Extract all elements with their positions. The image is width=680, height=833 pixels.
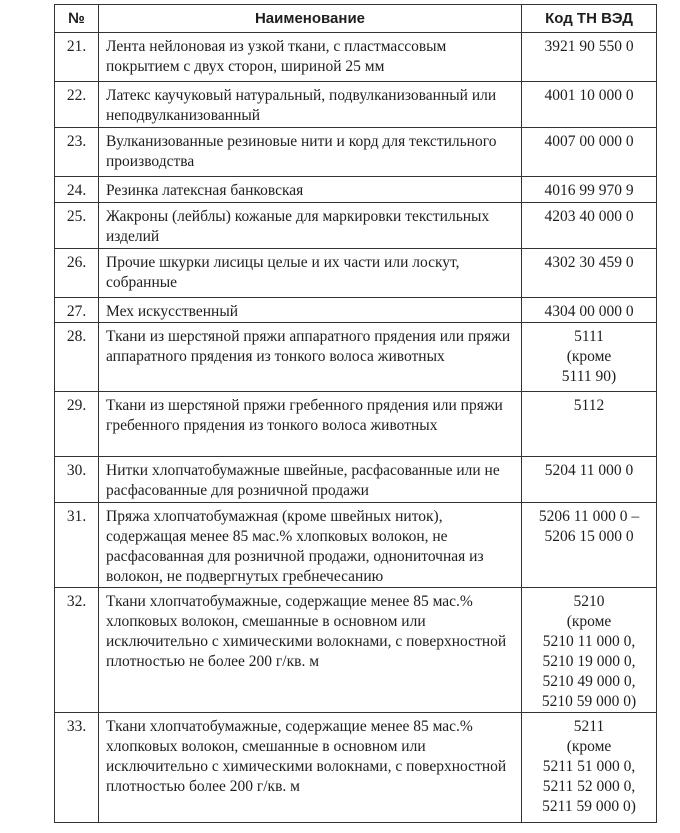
code-line: 5211 52 000 0, [542,778,636,795]
code-line: 4007 00 000 0 [544,133,634,150]
row-number: 23. [55,128,99,177]
code-line: 4304 00 000 0 [544,303,634,320]
row-code [522,298,657,323]
code-line: 3921 90 550 0 [544,38,634,55]
code-line: 4001 10 000 0 [544,87,634,104]
row-code [522,203,657,249]
code-line: 4203 40 000 0 [544,208,634,225]
row-number: 22. [55,82,99,128]
row-number: 24. [55,177,99,203]
table-row [55,713,657,823]
row-code [522,323,657,392]
row-code [522,177,657,203]
code-line: 5210 49 000 0, [542,673,636,690]
row-number: 32. [55,588,99,713]
row-number: 25. [55,203,99,249]
code-line: 5210 19 000 0, [542,653,636,670]
row-number: 33. [55,713,99,823]
row-name: Пряжа хлопчатобумажная (кроме швейных ниток), содержащая менее 85 мас.% хлопковых волокон, не расфасованная для розничной продажи, однониточная из волокон, не подвергнутых гребнечесанию [99,503,522,588]
row-code [522,249,657,298]
table-row [55,503,657,588]
row-number: 28. [55,323,99,392]
row-number: 31. [55,503,99,588]
row-name: Ткани из шерстяной пряжи аппаратного прядения или пряжи аппаратного прядения из тонкого волоса животных [99,323,522,392]
code-line: 4302 30 459 0 [544,254,634,271]
table-row [55,177,657,203]
row-name: Ткани хлопчатобумажные, содержащие менее 85 мас.% хлопковых волокон, смешанные в основном или исключительно с химическими волокнами, с поверхностной плотностью не более 200 г/кв. м [99,588,522,713]
row-code [522,82,657,128]
code-line: 5111 [574,328,604,345]
code-line: 5210 [573,593,605,610]
row-name: Вулканизованные резиновые нити и корд для текстильного производства [99,128,522,177]
row-number: 21. [55,33,99,82]
row-code [522,128,657,177]
code-line: 5211 59 000 0) [542,798,636,815]
code-line: 5204 11 000 0 [544,462,634,479]
table-row [55,588,657,713]
table-row [55,298,657,323]
row-code [522,588,657,713]
row-name: Резинка латексная банковская [99,177,522,203]
row-name: Прочие шкурки лисицы целые и их части или лоскут, собранные [99,249,522,298]
row-number: 30. [55,457,99,503]
row-name: Мех искусственный [99,298,522,323]
row-name: Ткани хлопчатобумажные, содержащие менее 85 мас.% хлопковых волокон, смешанные в основном или исключительно с химическими волокнами, с поверхностной плотностью более 200 г/кв. м [99,713,522,823]
table-row [55,33,657,82]
row-code [522,457,657,503]
code-line: 5210 59 000 0) [541,693,637,710]
header-name: Наименование [99,5,522,33]
header-number: № [55,5,99,33]
header-code: Код ТН ВЭД [522,5,657,33]
code-line: 5211 [573,718,605,735]
code-line: 5206 11 000 0 – [538,508,640,525]
table-row [55,392,657,457]
row-name: Жакроны (лейблы) кожаные для маркировки текстильных изделий [99,203,522,249]
table-row [55,203,657,249]
row-number: 29. [55,392,99,457]
row-code [522,713,657,823]
row-number: 27. [55,298,99,323]
table-row [55,457,657,503]
code-line: (кроме [566,348,612,365]
row-name: Ткани из шерстяной пряжи гребенного прядения или пряжи гребенного прядения из тонкого волоса животных [99,392,522,457]
document-page [54,4,656,830]
row-name: Латекс каучуковый натуральный, подвулканизованный или неподвулканизованный [99,82,522,128]
code-line: 5111 90) [561,368,617,385]
table-header-row [55,5,657,33]
code-line: 5206 15 000 0 [544,528,634,545]
table-row [55,128,657,177]
row-code [522,392,657,457]
row-code [522,33,657,82]
row-name: Нитки хлопчатобумажные швейные, расфасованные или не расфасованные для розничной продажи [99,457,522,503]
goods-table [54,4,657,823]
row-code [522,503,657,588]
row-name: Лента нейлоновая из узкой ткани, с пластмассовым покрытием с двух сторон, шириной 25 мм [99,33,522,82]
table-row [55,323,657,392]
code-line: 4016 99 970 9 [544,182,634,199]
code-line: 5112 [573,397,605,414]
code-line: (кроме [566,738,612,755]
table-row [55,249,657,298]
table-row [55,82,657,128]
code-line: 5210 11 000 0, [542,633,636,650]
code-line: 5211 51 000 0, [542,758,636,775]
code-line: (кроме [566,613,612,630]
row-number: 26. [55,249,99,298]
